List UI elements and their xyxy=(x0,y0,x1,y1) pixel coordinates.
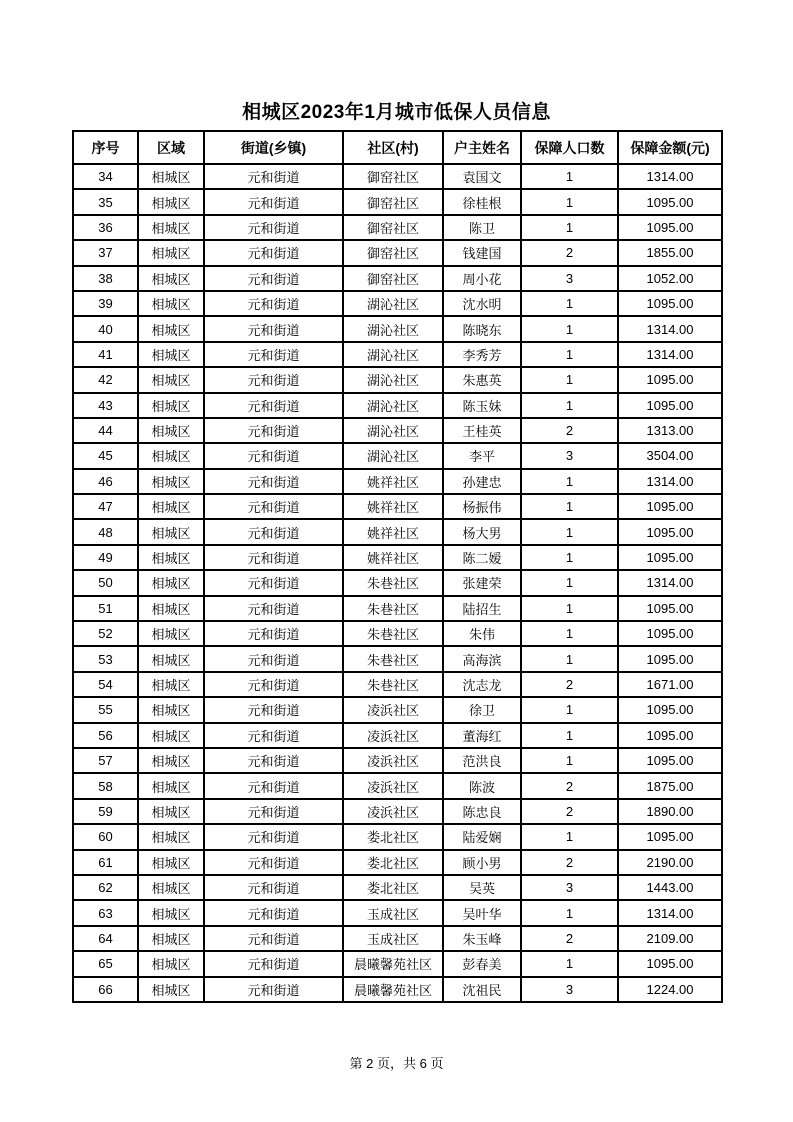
cell-col-covered-population: 1 xyxy=(521,215,618,240)
cell-col-community: 湖沁社区 xyxy=(343,291,443,316)
cell-col-covered-population: 1 xyxy=(521,393,618,418)
cell-col-region: 相城区 xyxy=(138,850,204,875)
cell-col-street: 元和街道 xyxy=(204,418,343,443)
cell-col-street: 元和街道 xyxy=(204,443,343,468)
cell-col-community: 朱巷社区 xyxy=(343,672,443,697)
cell-col-community: 朱巷社区 xyxy=(343,646,443,671)
table-row xyxy=(73,469,722,494)
table-row xyxy=(73,316,722,341)
cell-col-householder-name: 朱玉峰 xyxy=(443,926,521,951)
cell-col-householder-name: 董海红 xyxy=(443,723,521,748)
cell-col-householder-name: 徐卫 xyxy=(443,697,521,722)
cell-col-community: 娄北社区 xyxy=(343,850,443,875)
cell-col-covered-population: 1 xyxy=(521,545,618,570)
cell-col-benefit-amount: 2109.00 xyxy=(618,926,722,951)
table-row xyxy=(73,926,722,951)
cell-col-benefit-amount: 1095.00 xyxy=(618,748,722,773)
cell-col-street: 元和街道 xyxy=(204,164,343,189)
cell-col-seq: 35 xyxy=(73,189,138,214)
cell-col-community: 凌浜社区 xyxy=(343,773,443,798)
table-row xyxy=(73,164,722,189)
cell-col-region: 相城区 xyxy=(138,977,204,1002)
cell-col-seq: 48 xyxy=(73,519,138,544)
cell-col-covered-population: 1 xyxy=(521,621,618,646)
cell-col-region: 相城区 xyxy=(138,469,204,494)
cell-col-householder-name: 陆爱娴 xyxy=(443,824,521,849)
cell-col-covered-population: 2 xyxy=(521,850,618,875)
table-row xyxy=(73,393,722,418)
cell-col-community: 御窑社区 xyxy=(343,189,443,214)
cell-col-street: 元和街道 xyxy=(204,773,343,798)
cell-col-householder-name: 杨振伟 xyxy=(443,494,521,519)
cell-col-householder-name: 陈玉妹 xyxy=(443,393,521,418)
cell-col-benefit-amount: 1095.00 xyxy=(618,697,722,722)
cell-col-covered-population: 2 xyxy=(521,773,618,798)
cell-col-street: 元和街道 xyxy=(204,393,343,418)
cell-col-community: 晨曦馨苑社区 xyxy=(343,977,443,1002)
table-row xyxy=(73,951,722,976)
cell-col-community: 娄北社区 xyxy=(343,824,443,849)
cell-col-region: 相城区 xyxy=(138,342,204,367)
benefits-table xyxy=(72,130,723,1003)
cell-col-householder-name: 陈忠良 xyxy=(443,799,521,824)
cell-col-householder-name: 王桂英 xyxy=(443,418,521,443)
cell-col-seq: 62 xyxy=(73,875,138,900)
cell-col-covered-population: 1 xyxy=(521,900,618,925)
cell-col-region: 相城区 xyxy=(138,570,204,595)
cell-col-householder-name: 彭春美 xyxy=(443,951,521,976)
cell-col-householder-name: 陈晓东 xyxy=(443,316,521,341)
cell-col-covered-population: 1 xyxy=(521,189,618,214)
cell-col-householder-name: 朱惠英 xyxy=(443,367,521,392)
cell-col-community: 御窑社区 xyxy=(343,164,443,189)
cell-col-community: 朱巷社区 xyxy=(343,596,443,621)
cell-col-region: 相城区 xyxy=(138,494,204,519)
table-row xyxy=(73,189,722,214)
cell-col-street: 元和街道 xyxy=(204,900,343,925)
cell-col-householder-name: 张建荣 xyxy=(443,570,521,595)
cell-col-street: 元和街道 xyxy=(204,697,343,722)
table-row xyxy=(73,494,722,519)
cell-col-covered-population: 1 xyxy=(521,367,618,392)
cell-col-seq: 47 xyxy=(73,494,138,519)
cell-col-covered-population: 2 xyxy=(521,799,618,824)
table-row xyxy=(73,697,722,722)
cell-col-seq: 36 xyxy=(73,215,138,240)
cell-col-householder-name: 李秀芳 xyxy=(443,342,521,367)
cell-col-benefit-amount: 1314.00 xyxy=(618,342,722,367)
cell-col-street: 元和街道 xyxy=(204,672,343,697)
cell-col-householder-name: 沈水明 xyxy=(443,291,521,316)
cell-col-community: 湖沁社区 xyxy=(343,367,443,392)
cell-col-region: 相城区 xyxy=(138,875,204,900)
cell-col-region: 相城区 xyxy=(138,672,204,697)
cell-col-community: 凌浜社区 xyxy=(343,723,443,748)
table-header-row xyxy=(73,131,722,164)
cell-col-community: 湖沁社区 xyxy=(343,418,443,443)
table-row xyxy=(73,342,722,367)
cell-col-region: 相城区 xyxy=(138,926,204,951)
cell-col-street: 元和街道 xyxy=(204,951,343,976)
cell-col-benefit-amount: 1095.00 xyxy=(618,494,722,519)
cell-col-seq: 61 xyxy=(73,850,138,875)
cell-col-benefit-amount: 1095.00 xyxy=(618,723,722,748)
header-col-seq: 序号 xyxy=(73,131,138,164)
cell-col-region: 相城区 xyxy=(138,215,204,240)
table-row xyxy=(73,291,722,316)
cell-col-covered-population: 1 xyxy=(521,951,618,976)
cell-col-covered-population: 1 xyxy=(521,164,618,189)
cell-col-benefit-amount: 2190.00 xyxy=(618,850,722,875)
cell-col-seq: 41 xyxy=(73,342,138,367)
cell-col-benefit-amount: 1855.00 xyxy=(618,240,722,265)
cell-col-householder-name: 陈卫 xyxy=(443,215,521,240)
cell-col-seq: 63 xyxy=(73,900,138,925)
cell-col-covered-population: 2 xyxy=(521,672,618,697)
cell-col-covered-population: 1 xyxy=(521,494,618,519)
table-row xyxy=(73,748,722,773)
header-col-covered-population: 保障人口数 xyxy=(521,131,618,164)
cell-col-covered-population: 2 xyxy=(521,926,618,951)
cell-col-street: 元和街道 xyxy=(204,570,343,595)
cell-col-region: 相城区 xyxy=(138,519,204,544)
cell-col-street: 元和街道 xyxy=(204,469,343,494)
cell-col-covered-population: 3 xyxy=(521,977,618,1002)
cell-col-region: 相城区 xyxy=(138,799,204,824)
cell-col-seq: 38 xyxy=(73,266,138,291)
cell-col-householder-name: 沈祖民 xyxy=(443,977,521,1002)
table-row xyxy=(73,621,722,646)
cell-col-street: 元和街道 xyxy=(204,519,343,544)
table-body xyxy=(73,164,722,1002)
cell-col-householder-name: 陆招生 xyxy=(443,596,521,621)
cell-col-benefit-amount: 1095.00 xyxy=(618,824,722,849)
cell-col-street: 元和街道 xyxy=(204,926,343,951)
cell-col-community: 湖沁社区 xyxy=(343,393,443,418)
cell-col-region: 相城区 xyxy=(138,773,204,798)
cell-col-street: 元和街道 xyxy=(204,494,343,519)
cell-col-street: 元和街道 xyxy=(204,824,343,849)
cell-col-covered-population: 1 xyxy=(521,570,618,595)
header-col-benefit-amount: 保障金额(元) xyxy=(618,131,722,164)
cell-col-benefit-amount: 1052.00 xyxy=(618,266,722,291)
cell-col-seq: 59 xyxy=(73,799,138,824)
cell-col-community: 姚祥社区 xyxy=(343,494,443,519)
cell-col-householder-name: 陈波 xyxy=(443,773,521,798)
cell-col-street: 元和街道 xyxy=(204,266,343,291)
cell-col-seq: 58 xyxy=(73,773,138,798)
table-row xyxy=(73,824,722,849)
cell-col-seq: 66 xyxy=(73,977,138,1002)
table-header xyxy=(73,131,722,164)
cell-col-covered-population: 1 xyxy=(521,519,618,544)
cell-col-householder-name: 沈志龙 xyxy=(443,672,521,697)
cell-col-community: 姚祥社区 xyxy=(343,469,443,494)
cell-col-region: 相城区 xyxy=(138,418,204,443)
cell-col-street: 元和街道 xyxy=(204,215,343,240)
cell-col-seq: 56 xyxy=(73,723,138,748)
cell-col-street: 元和街道 xyxy=(204,850,343,875)
cell-col-community: 朱巷社区 xyxy=(343,570,443,595)
cell-col-householder-name: 钱建国 xyxy=(443,240,521,265)
cell-col-street: 元和街道 xyxy=(204,367,343,392)
cell-col-seq: 49 xyxy=(73,545,138,570)
cell-col-region: 相城区 xyxy=(138,748,204,773)
cell-col-householder-name: 顾小男 xyxy=(443,850,521,875)
table-row xyxy=(73,900,722,925)
cell-col-benefit-amount: 1313.00 xyxy=(618,418,722,443)
cell-col-street: 元和街道 xyxy=(204,596,343,621)
cell-col-benefit-amount: 1671.00 xyxy=(618,672,722,697)
cell-col-region: 相城区 xyxy=(138,824,204,849)
header-col-community: 社区(村) xyxy=(343,131,443,164)
cell-col-seq: 51 xyxy=(73,596,138,621)
cell-col-region: 相城区 xyxy=(138,367,204,392)
cell-col-community: 姚祥社区 xyxy=(343,519,443,544)
table-row xyxy=(73,596,722,621)
cell-col-covered-population: 3 xyxy=(521,875,618,900)
cell-col-benefit-amount: 1095.00 xyxy=(618,545,722,570)
cell-col-benefit-amount: 1224.00 xyxy=(618,977,722,1002)
cell-col-seq: 45 xyxy=(73,443,138,468)
cell-col-covered-population: 1 xyxy=(521,697,618,722)
cell-col-region: 相城区 xyxy=(138,545,204,570)
cell-col-street: 元和街道 xyxy=(204,342,343,367)
cell-col-benefit-amount: 1095.00 xyxy=(618,367,722,392)
cell-col-community: 玉成社区 xyxy=(343,900,443,925)
cell-col-covered-population: 1 xyxy=(521,291,618,316)
cell-col-householder-name: 高海滨 xyxy=(443,646,521,671)
page-title: 相城区2023年1月城市低保人员信息 xyxy=(242,102,551,123)
cell-col-community: 御窑社区 xyxy=(343,215,443,240)
cell-col-community: 娄北社区 xyxy=(343,875,443,900)
cell-col-covered-population: 1 xyxy=(521,723,618,748)
cell-col-householder-name: 周小花 xyxy=(443,266,521,291)
cell-col-community: 朱巷社区 xyxy=(343,621,443,646)
table-row xyxy=(73,723,722,748)
cell-col-seq: 54 xyxy=(73,672,138,697)
cell-col-region: 相城区 xyxy=(138,697,204,722)
cell-col-seq: 50 xyxy=(73,570,138,595)
cell-col-covered-population: 2 xyxy=(521,240,618,265)
cell-col-benefit-amount: 1314.00 xyxy=(618,570,722,595)
cell-col-community: 御窑社区 xyxy=(343,240,443,265)
cell-col-seq: 43 xyxy=(73,393,138,418)
cell-col-benefit-amount: 1095.00 xyxy=(618,519,722,544)
cell-col-street: 元和街道 xyxy=(204,799,343,824)
cell-col-covered-population: 3 xyxy=(521,443,618,468)
cell-col-community: 凌浜社区 xyxy=(343,799,443,824)
cell-col-seq: 37 xyxy=(73,240,138,265)
cell-col-seq: 53 xyxy=(73,646,138,671)
cell-col-street: 元和街道 xyxy=(204,291,343,316)
table-row xyxy=(73,850,722,875)
cell-col-benefit-amount: 1095.00 xyxy=(618,646,722,671)
cell-col-benefit-amount: 1095.00 xyxy=(618,951,722,976)
header-col-region: 区域 xyxy=(138,131,204,164)
cell-col-benefit-amount: 1314.00 xyxy=(618,164,722,189)
table-row xyxy=(73,519,722,544)
cell-col-region: 相城区 xyxy=(138,240,204,265)
cell-col-seq: 39 xyxy=(73,291,138,316)
cell-col-street: 元和街道 xyxy=(204,189,343,214)
cell-col-seq: 34 xyxy=(73,164,138,189)
cell-col-region: 相城区 xyxy=(138,596,204,621)
cell-col-street: 元和街道 xyxy=(204,240,343,265)
cell-col-community: 凌浜社区 xyxy=(343,748,443,773)
table-row xyxy=(73,646,722,671)
cell-col-region: 相城区 xyxy=(138,316,204,341)
cell-col-street: 元和街道 xyxy=(204,748,343,773)
cell-col-street: 元和街道 xyxy=(204,545,343,570)
cell-col-householder-name: 李平 xyxy=(443,443,521,468)
table-row xyxy=(73,367,722,392)
cell-col-seq: 55 xyxy=(73,697,138,722)
cell-col-householder-name: 吴英 xyxy=(443,875,521,900)
cell-col-community: 凌浜社区 xyxy=(343,697,443,722)
cell-col-benefit-amount: 1875.00 xyxy=(618,773,722,798)
table-row xyxy=(73,418,722,443)
cell-col-region: 相城区 xyxy=(138,646,204,671)
cell-col-benefit-amount: 1095.00 xyxy=(618,291,722,316)
cell-col-benefit-amount: 1314.00 xyxy=(618,900,722,925)
cell-col-householder-name: 袁国文 xyxy=(443,164,521,189)
cell-col-community: 晨曦馨苑社区 xyxy=(343,951,443,976)
cell-col-householder-name: 朱伟 xyxy=(443,621,521,646)
cell-col-benefit-amount: 3504.00 xyxy=(618,443,722,468)
cell-col-covered-population: 1 xyxy=(521,748,618,773)
cell-col-street: 元和街道 xyxy=(204,977,343,1002)
cell-col-region: 相城区 xyxy=(138,291,204,316)
table-row xyxy=(73,977,722,1002)
table-row xyxy=(73,266,722,291)
table-row xyxy=(73,240,722,265)
cell-col-covered-population: 1 xyxy=(521,316,618,341)
cell-col-community: 玉成社区 xyxy=(343,926,443,951)
cell-col-benefit-amount: 1314.00 xyxy=(618,469,722,494)
cell-col-covered-population: 1 xyxy=(521,824,618,849)
cell-col-covered-population: 3 xyxy=(521,266,618,291)
cell-col-community: 姚祥社区 xyxy=(343,545,443,570)
cell-col-covered-population: 1 xyxy=(521,596,618,621)
cell-col-region: 相城区 xyxy=(138,443,204,468)
cell-col-householder-name: 陈二嫒 xyxy=(443,545,521,570)
cell-col-householder-name: 杨大男 xyxy=(443,519,521,544)
cell-col-covered-population: 1 xyxy=(521,342,618,367)
table-row xyxy=(73,773,722,798)
cell-col-seq: 46 xyxy=(73,469,138,494)
table-row xyxy=(73,570,722,595)
cell-col-seq: 64 xyxy=(73,926,138,951)
cell-col-region: 相城区 xyxy=(138,266,204,291)
cell-col-householder-name: 徐桂根 xyxy=(443,189,521,214)
cell-col-community: 御窑社区 xyxy=(343,266,443,291)
cell-col-community: 湖沁社区 xyxy=(343,342,443,367)
cell-col-seq: 65 xyxy=(73,951,138,976)
table-row xyxy=(73,672,722,697)
header-col-householder-name: 户主姓名 xyxy=(443,131,521,164)
cell-col-region: 相城区 xyxy=(138,164,204,189)
cell-col-community: 湖沁社区 xyxy=(343,443,443,468)
cell-col-street: 元和街道 xyxy=(204,646,343,671)
cell-col-region: 相城区 xyxy=(138,621,204,646)
header-col-street: 街道(乡镇) xyxy=(204,131,343,164)
cell-col-street: 元和街道 xyxy=(204,316,343,341)
cell-col-benefit-amount: 1095.00 xyxy=(618,596,722,621)
cell-col-benefit-amount: 1095.00 xyxy=(618,393,722,418)
cell-col-seq: 40 xyxy=(73,316,138,341)
cell-col-householder-name: 孙建忠 xyxy=(443,469,521,494)
cell-col-street: 元和街道 xyxy=(204,621,343,646)
cell-col-seq: 57 xyxy=(73,748,138,773)
cell-col-region: 相城区 xyxy=(138,951,204,976)
cell-col-community: 湖沁社区 xyxy=(343,316,443,341)
table-row xyxy=(73,875,722,900)
cell-col-householder-name: 吴叶华 xyxy=(443,900,521,925)
cell-col-seq: 42 xyxy=(73,367,138,392)
cell-col-benefit-amount: 1443.00 xyxy=(618,875,722,900)
cell-col-benefit-amount: 1095.00 xyxy=(618,189,722,214)
cell-col-benefit-amount: 1095.00 xyxy=(618,215,722,240)
cell-col-region: 相城区 xyxy=(138,900,204,925)
table-row xyxy=(73,443,722,468)
cell-col-covered-population: 2 xyxy=(521,418,618,443)
cell-col-region: 相城区 xyxy=(138,723,204,748)
cell-col-benefit-amount: 1890.00 xyxy=(618,799,722,824)
cell-col-covered-population: 1 xyxy=(521,646,618,671)
cell-col-seq: 44 xyxy=(73,418,138,443)
cell-col-householder-name: 范洪良 xyxy=(443,748,521,773)
page-footer: 第 2 页，共 6 页 xyxy=(349,1056,444,1071)
table-row xyxy=(73,215,722,240)
cell-col-street: 元和街道 xyxy=(204,875,343,900)
table-row xyxy=(73,799,722,824)
cell-col-seq: 60 xyxy=(73,824,138,849)
cell-col-region: 相城区 xyxy=(138,393,204,418)
table-row xyxy=(73,545,722,570)
cell-col-benefit-amount: 1095.00 xyxy=(618,621,722,646)
cell-col-covered-population: 1 xyxy=(521,469,618,494)
cell-col-benefit-amount: 1314.00 xyxy=(618,316,722,341)
cell-col-street: 元和街道 xyxy=(204,723,343,748)
cell-col-region: 相城区 xyxy=(138,189,204,214)
cell-col-seq: 52 xyxy=(73,621,138,646)
